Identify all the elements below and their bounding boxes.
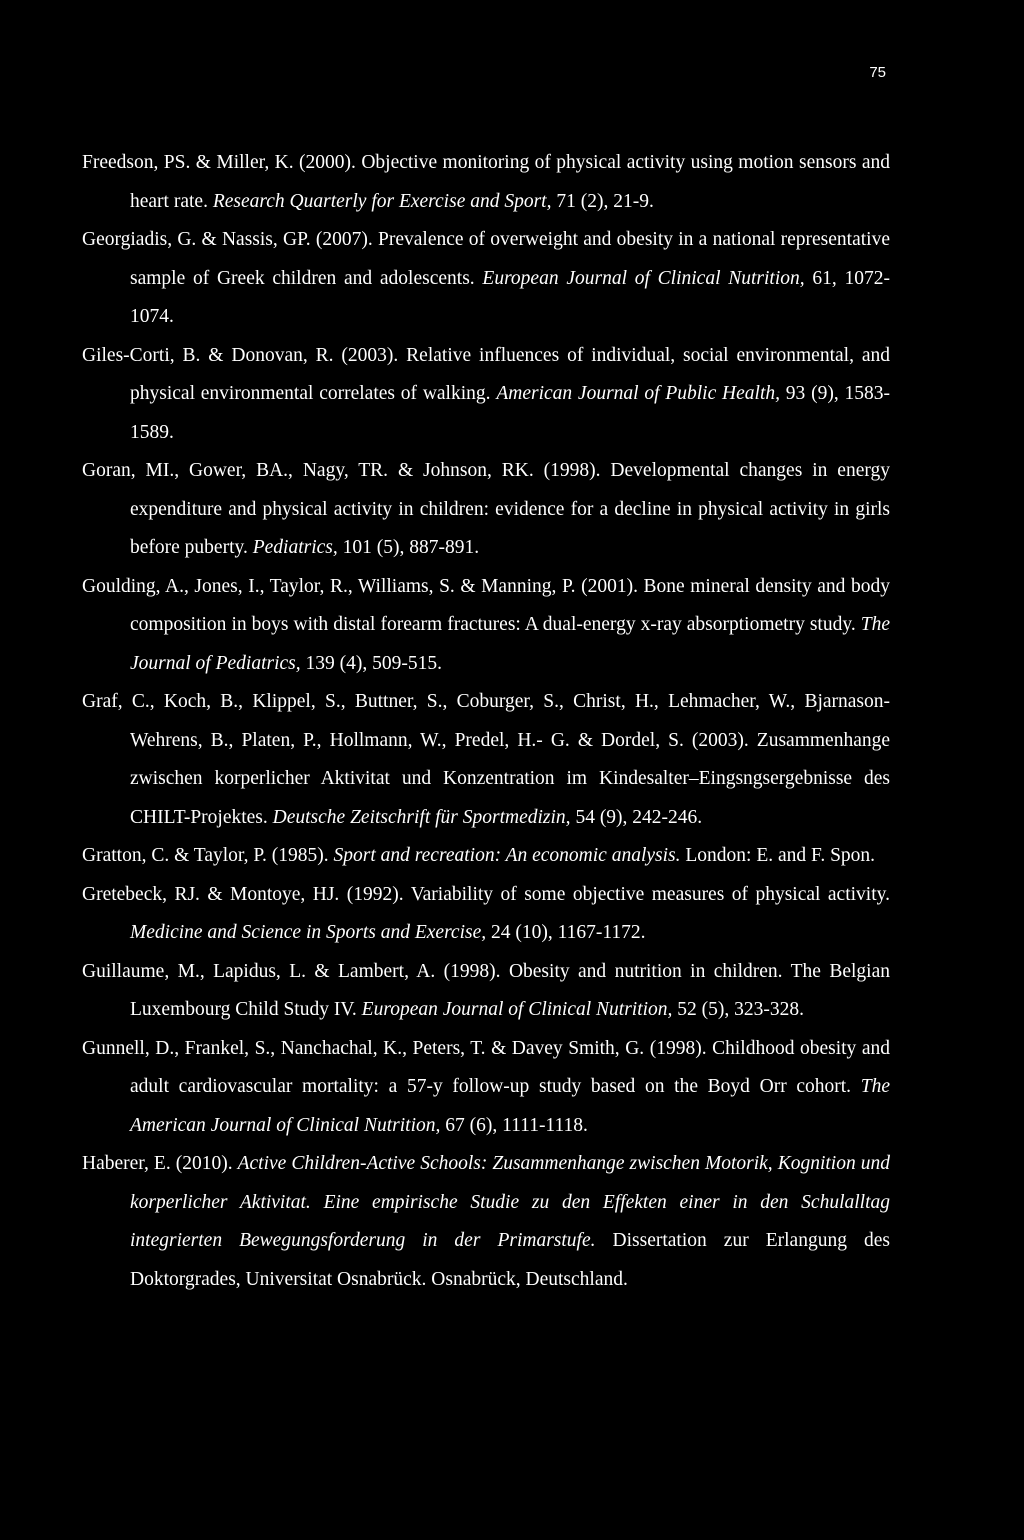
reference-details: 61, 1072-1074.	[130, 267, 891, 327]
reference-text: Haberer, E. (2010).	[82, 1153, 238, 1174]
reference-details: 67 (6), 1111-1118.	[440, 1114, 588, 1136]
reference-entry	[82, 953, 890, 1030]
reference-entry	[82, 144, 890, 221]
reference-details: 54 (9), 242-246.	[570, 806, 703, 828]
reference-entry	[82, 1030, 890, 1146]
reference-text: Gunnell, D., Frankel, S., Nanchachal, K., Peters, T. & Davey Smith, G. (1998). Childhood obesity and adult cardiovascular mortality: a 57-y follow-up study based on the Boyd Orr cohort.	[82, 1037, 890, 1097]
reference-entry	[82, 452, 890, 568]
reference-details: 71 (2), 21-9.	[551, 190, 654, 212]
reference-details: 101 (5), 887-891.	[337, 537, 480, 558]
reference-source: European Journal of Clinical Nutrition,	[482, 267, 805, 289]
reference-entry	[82, 221, 890, 337]
reference-details: 139 (4), 509-515.	[300, 652, 442, 674]
reference-source: Medicine and Science in Sports and Exercise,	[130, 922, 487, 943]
reference-text: Goulding, A., Jones, I., Taylor, R., Williams, S. & Manning, P. (2001). Bone mineral density and body composition in boys with distal forearm fractures: A dual-energy x-ray absorptiometry study.	[82, 575, 890, 635]
reference-details: Dissertation zur Erlangung des Doktorgrades, Universitat Osnabrück. Osnabrück, Deutschland.	[130, 1230, 890, 1290]
reference-entry	[82, 876, 890, 953]
reference-source: Pediatrics,	[252, 537, 338, 558]
page-number: 75	[869, 64, 886, 81]
reference-text: Gretebeck, RJ. & Montoye, HJ. (1992). Variability of some objective measures of physical activity.	[82, 883, 890, 905]
reference-source: Deutsche Zeitschrift für Sportmedizin,	[272, 806, 571, 828]
reference-details: London: E. and F. Spon.	[680, 845, 876, 866]
reference-entry	[82, 683, 890, 837]
reference-entry	[82, 568, 890, 684]
reference-source: Active Children-Active Schools: Zusammenhange zwischen Motorik, Kognition und korperlicher Aktivitat. Eine empirische Studie zu den Effekten einer in den Schulalltag integrierten Bewegungsforderung in der Primarstufe.	[130, 1153, 890, 1251]
reference-source: The Journal of Pediatrics,	[130, 614, 890, 674]
reference-entry	[82, 1145, 890, 1299]
reference-text: Gratton, C. & Taylor, P. (1985).	[82, 845, 334, 866]
reference-entry	[82, 337, 890, 453]
reference-list	[82, 144, 890, 1299]
reference-details: 24 (10), 1167-1172.	[486, 922, 646, 943]
reference-text: Giles-Corti, B. & Donovan, R. (2003). Relative influences of individual, social environmental, and physical environmental correlates of walking.	[82, 344, 890, 404]
reference-entry	[82, 837, 890, 876]
reference-source: The American Journal of Clinical Nutrition,	[130, 1076, 890, 1136]
reference-text: Freedson, PS. & Miller, K. (2000). Objective monitoring of physical activity using motion sensors and heart rate.	[82, 152, 890, 212]
reference-text: Graf, C., Koch, B., Klippel, S., Buttner, S., Coburger, S., Christ, H., Lehmacher, W., Bjarnason-Wehrens, B., Platen, P., Hollmann, W., Predel, H.- G. & Dordel, S. (2003). Zusammenhange zwischen korperlicher Aktivitat und Konzentration im Kindesalter–Eingsngsergebnisse des CHILT-Projektes.	[82, 691, 890, 828]
reference-details: 93 (9), 1583-1589.	[130, 383, 890, 443]
reference-text: Goran, MI., Gower, BA., Nagy, TR. & Johnson, RK. (1998). Developmental changes in energy expenditure and physical activity in children: evidence for a decline in physical activity in girls before puberty.	[82, 460, 890, 558]
reference-source: European Journal of Clinical Nutrition,	[361, 999, 673, 1020]
reference-source: Sport and recreation: An economic analysis.	[333, 845, 681, 866]
reference-source: Research Quarterly for Exercise and Sport,	[212, 190, 552, 212]
reference-details: 52 (5), 323-328.	[672, 999, 805, 1020]
reference-text: Guillaume, M., Lapidus, L. & Lambert, A. (1998). Obesity and nutrition in children. The Belgian Luxembourg Child Study IV.	[82, 960, 890, 1020]
reference-text: Georgiadis, G. & Nassis, GP. (2007). Prevalence of overweight and obesity in a national representative sample of Greek children and adolescents.	[82, 229, 890, 289]
reference-source: American Journal of Public Health,	[496, 383, 780, 404]
